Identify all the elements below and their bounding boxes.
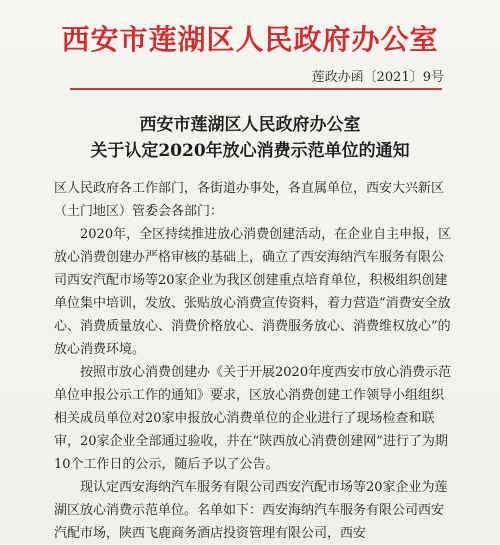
body-paragraph-1: 2020年，全区持续推进放心消费创建活动，在企业自主申报，区放心消费创建办严格审核的基础上，确立了西安海纳汽车服务有限公司西安汽配市场等20家企业为我区创建重点培育单位，积极组织创建单位集中培训，发放、张贴放心消费宣传资料，着力营造“消费安全放心、消费质量放心、消费价格放心、消费服务放心、消费维权放心”的放心消费环境。	[54, 227, 452, 357]
addressee-paragraph: 区人民政府各工作部门，各街道办事处，各直属单位，西安大兴新区（土门地区）管委会各部门：	[54, 181, 445, 219]
document-title-line-2: 关于认定2020年放心消费示范单位的通知	[90, 141, 410, 161]
issuing-office-header: 西安市莲湖区人民政府办公室	[61, 23, 439, 56]
document-title-line-1: 西安市莲湖区人民政府办公室	[139, 115, 361, 135]
document-number: 莲政办函〔2021〕9号	[311, 70, 444, 85]
red-divider-line	[70, 88, 442, 90]
body-paragraph-2: 按照市放心消费创建办《关于开展2020年度西安市放心消费示范单位申报公示工作的通知》要求，区放心消费创建工作领导小组组织相关成员单位对20家申报放心消费单位的企业进行了现场检查和联审，20家企业全部通过验收，并在“陕西放心消费创建网”进行了为期10个工作日的公示，随后予以了公告。	[54, 365, 452, 472]
body-paragraph-3: 现认定西安海纳汽车服务有限公司西安汽配市场等20家企业为莲湖区放心消费示范单位。名单如下：西安海纳汽车服务有限公司西安汽配市场，陕西飞鹿商务酒店投资管理有限公司，西安	[54, 480, 448, 541]
document-body	[54, 177, 454, 545]
